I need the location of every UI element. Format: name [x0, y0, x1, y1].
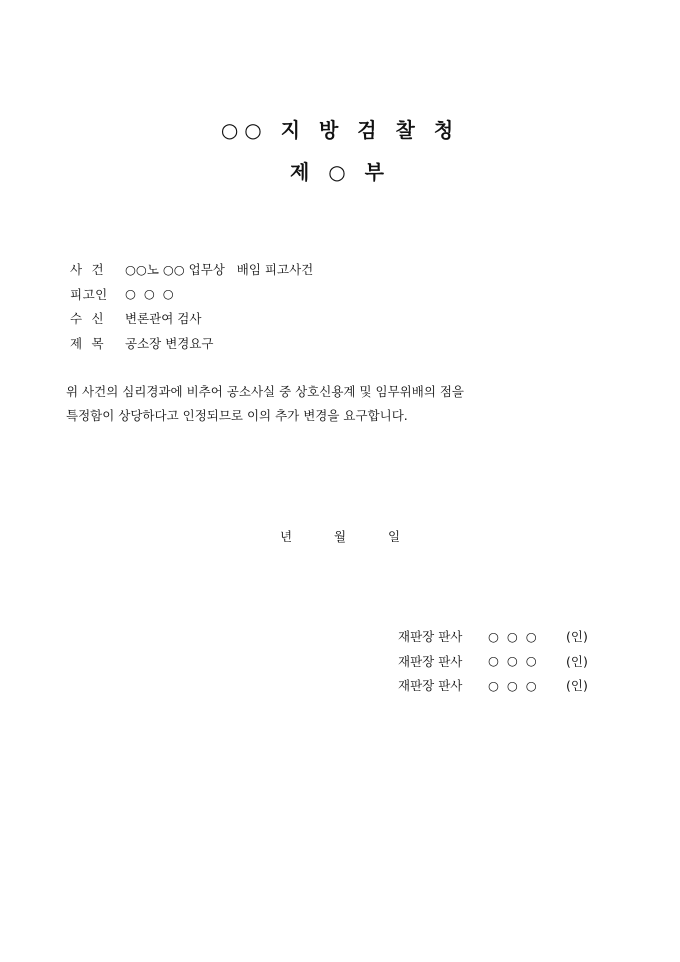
date-year: 년 [279, 529, 293, 544]
field-case [70, 257, 313, 282]
signature-row [398, 649, 600, 674]
date-month: 월 [333, 529, 347, 544]
signature-seal: (인) [566, 653, 588, 669]
body-paragraph [66, 380, 626, 428]
division-title: 제 ○ 부 [289, 160, 391, 184]
signature-seal: (인) [566, 629, 588, 645]
field-recipient [70, 306, 313, 331]
field-label: 사 건 [70, 262, 105, 278]
signature-name: ○ ○ ○ [488, 653, 537, 669]
signature-name: ○ ○ ○ [488, 628, 537, 644]
signature-role: 재판장 판사 [398, 653, 463, 669]
field-value: ○○노 ○○ 업무상 배임 피고사건 [125, 262, 314, 278]
signature-name: ○ ○ ○ [488, 677, 537, 693]
field-defendant [70, 282, 313, 307]
signature-block [398, 624, 600, 698]
field-value: 변론관여 검사 [125, 311, 202, 327]
body-line: 위 사건의 심리경과에 비추어 공소사실 중 상호신용계 및 임무위배의 점을 [66, 384, 465, 399]
date-day: 일 [387, 529, 401, 544]
field-value: ○ ○ ○ [125, 286, 174, 302]
document-fields [70, 257, 313, 355]
field-label: 제 목 [70, 335, 105, 351]
field-label: 수 신 [70, 311, 105, 327]
signature-row [398, 673, 600, 698]
field-value: 공소장 변경요구 [125, 335, 214, 351]
field-label: 피고인 [70, 286, 108, 302]
date-line [0, 527, 680, 545]
signature-role: 재판장 판사 [398, 629, 463, 645]
body-line: 특정함이 상당하다고 인정되므로 이의 추가 변경을 요구합니다. [66, 408, 408, 423]
office-title: ○○ 지 방 검 찰 청 [220, 118, 460, 142]
signature-row [398, 624, 600, 649]
signature-seal: (인) [566, 678, 588, 694]
field-subject [70, 331, 313, 356]
signature-role: 재판장 판사 [398, 678, 463, 694]
